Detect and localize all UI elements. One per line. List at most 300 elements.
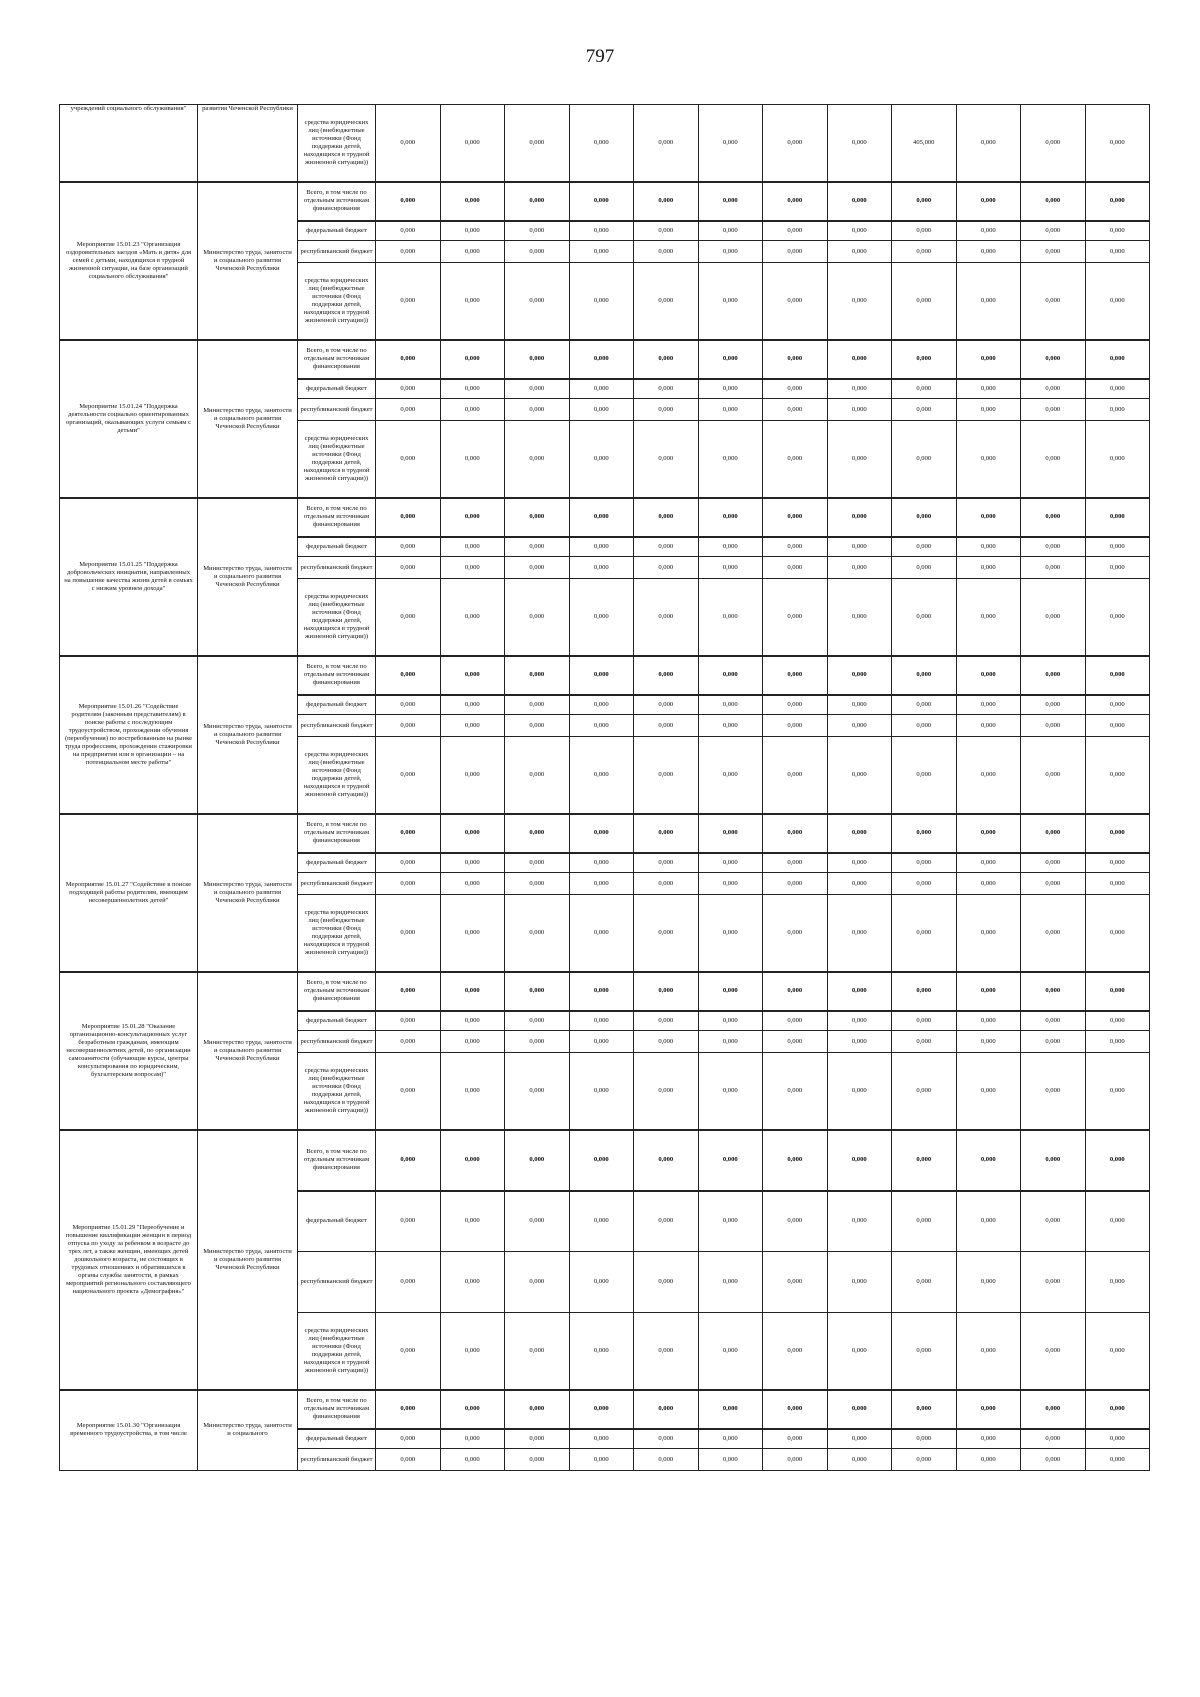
- value-cell: 0,000: [763, 656, 828, 695]
- value-cell: 0,000: [376, 1390, 441, 1429]
- value-cell: 0,000: [569, 656, 634, 695]
- value-cell: 0,000: [1021, 263, 1086, 340]
- value-cell: 0,000: [827, 1031, 892, 1053]
- value-cell: 0,000: [1085, 853, 1150, 873]
- value-cell: 0,000: [376, 715, 441, 737]
- funding-source-cell: средства юридических лиц (внебюджетные источники (Фонд поддержки детей, находящихся в трудной жизненной ситуации)): [298, 579, 376, 656]
- value-cell: 0,000: [763, 1191, 828, 1252]
- value-cell: 0,000: [827, 263, 892, 340]
- funding-source-cell: республиканский бюджет: [298, 399, 376, 421]
- executor-cell: Министерство труда, занятости и социального развития Чеченской Республики: [198, 340, 298, 498]
- value-cell: 0,000: [698, 1390, 763, 1429]
- executor-cell: Министерство труда, занятости и социального развития Чеченской Республики: [198, 1130, 298, 1390]
- value-cell: 0,000: [634, 853, 699, 873]
- funding-source-cell: Всего, в том числе по отдельным источникам финансирования: [298, 1130, 376, 1191]
- value-cell: 0,000: [376, 853, 441, 873]
- measure-cell: учреждений социального обслуживания": [60, 105, 198, 182]
- value-cell: 0,000: [763, 1130, 828, 1191]
- value-cell: 0,000: [892, 1390, 957, 1429]
- value-cell: 0,000: [440, 1390, 505, 1429]
- value-cell: 0,000: [634, 1429, 699, 1449]
- value-cell: 0,000: [1085, 557, 1150, 579]
- funding-source-cell: федеральный бюджет: [298, 1011, 376, 1031]
- value-cell: 0,000: [1085, 379, 1150, 399]
- value-cell: 0,000: [569, 1053, 634, 1130]
- value-cell: 0,000: [505, 379, 570, 399]
- value-cell: 0,000: [1021, 241, 1086, 263]
- value-cell: 0,000: [892, 873, 957, 895]
- table-row: [60, 182, 1150, 221]
- value-cell: 0,000: [763, 241, 828, 263]
- value-cell: 0,000: [827, 241, 892, 263]
- value-cell: 0,000: [440, 241, 505, 263]
- value-cell: 0,000: [763, 1390, 828, 1429]
- value-cell: 0,000: [892, 1130, 957, 1191]
- page-number: 797: [585, 46, 615, 67]
- value-cell: 0,000: [569, 972, 634, 1011]
- value-cell: 0,000: [569, 853, 634, 873]
- executor-cell: Министерство труда, занятости и социального: [198, 1390, 298, 1471]
- value-cell: 0,000: [1021, 1449, 1086, 1471]
- value-cell: 0,000: [634, 537, 699, 557]
- value-cell: 0,000: [634, 972, 699, 1011]
- value-cell: 0,000: [1085, 715, 1150, 737]
- value-cell: 0,000: [956, 421, 1021, 498]
- value-cell: 0,000: [698, 399, 763, 421]
- value-cell: 0,000: [763, 1429, 828, 1449]
- value-cell: 0,000: [440, 1429, 505, 1449]
- value-cell: 0,000: [505, 1390, 570, 1429]
- value-cell: 0,000: [634, 579, 699, 656]
- value-cell: 0,000: [569, 182, 634, 221]
- value-cell: 0,000: [569, 895, 634, 972]
- value-cell: 0,000: [698, 498, 763, 537]
- value-cell: 0,000: [698, 1429, 763, 1449]
- value-cell: 0,000: [698, 1191, 763, 1252]
- value-cell: 0,000: [505, 1449, 570, 1471]
- value-cell: 0,000: [376, 1031, 441, 1053]
- value-cell: 0,000: [376, 972, 441, 1011]
- value-cell: 0,000: [956, 972, 1021, 1011]
- value-cell: 0,000: [440, 263, 505, 340]
- funding-source-cell: средства юридических лиц (внебюджетные источники (Фонд поддержки детей, находящихся в трудной жизненной ситуации)): [298, 1053, 376, 1130]
- value-cell: 0,000: [763, 972, 828, 1011]
- value-cell: 0,000: [634, 1449, 699, 1471]
- value-cell: 0,000: [569, 399, 634, 421]
- value-cell: 0,000: [440, 105, 505, 182]
- value-cell: 0,000: [698, 241, 763, 263]
- value-cell: 0,000: [827, 399, 892, 421]
- value-cell: 0,000: [376, 379, 441, 399]
- value-cell: 0,000: [956, 557, 1021, 579]
- value-cell: 0,000: [1085, 498, 1150, 537]
- value-cell: 0,000: [440, 1011, 505, 1031]
- value-cell: 0,000: [892, 814, 957, 853]
- value-cell: 0,000: [505, 579, 570, 656]
- value-cell: 0,000: [569, 579, 634, 656]
- value-cell: 0,000: [1085, 814, 1150, 853]
- value-cell: 0,000: [505, 1053, 570, 1130]
- value-cell: 0,000: [698, 379, 763, 399]
- value-cell: 0,000: [1085, 1252, 1150, 1313]
- value-cell: 0,000: [634, 105, 699, 182]
- value-cell: 0,000: [698, 853, 763, 873]
- value-cell: 0,000: [827, 421, 892, 498]
- value-cell: 0,000: [505, 853, 570, 873]
- value-cell: 0,000: [892, 241, 957, 263]
- value-cell: 0,000: [376, 340, 441, 379]
- value-cell: 0,000: [376, 182, 441, 221]
- value-cell: 0,000: [698, 695, 763, 715]
- value-cell: 0,000: [763, 1252, 828, 1313]
- funding-table: [59, 104, 1150, 1471]
- value-cell: 0,000: [569, 1429, 634, 1449]
- value-cell: 0,000: [763, 182, 828, 221]
- value-cell: 0,000: [1021, 579, 1086, 656]
- value-cell: 0,000: [698, 715, 763, 737]
- value-cell: 0,000: [1085, 737, 1150, 814]
- value-cell: 0,000: [505, 873, 570, 895]
- value-cell: 0,000: [827, 1053, 892, 1130]
- value-cell: 0,000: [892, 1011, 957, 1031]
- value-cell: 0,000: [1021, 1252, 1086, 1313]
- value-cell: 405,000: [892, 105, 957, 182]
- value-cell: 0,000: [569, 1130, 634, 1191]
- value-cell: 0,000: [634, 1031, 699, 1053]
- value-cell: 0,000: [505, 340, 570, 379]
- value-cell: 0,000: [1085, 182, 1150, 221]
- value-cell: 0,000: [956, 221, 1021, 241]
- value-cell: 0,000: [892, 972, 957, 1011]
- value-cell: 0,000: [1021, 1053, 1086, 1130]
- value-cell: 0,000: [1021, 853, 1086, 873]
- value-cell: 0,000: [763, 221, 828, 241]
- value-cell: 0,000: [827, 579, 892, 656]
- value-cell: 0,000: [376, 1130, 441, 1191]
- measure-title-cell: Мероприятие 15.01.24 "Поддержка деятельности социально ориентированных организаций, оказывающих услуги семьям с детьми": [60, 340, 198, 498]
- value-cell: 0,000: [1021, 421, 1086, 498]
- value-cell: 0,000: [1021, 972, 1086, 1011]
- value-cell: 0,000: [827, 1313, 892, 1390]
- value-cell: 0,000: [634, 557, 699, 579]
- value-cell: 0,000: [892, 498, 957, 537]
- value-cell: 0,000: [827, 695, 892, 715]
- value-cell: 0,000: [763, 1031, 828, 1053]
- value-cell: 0,000: [827, 656, 892, 695]
- value-cell: 0,000: [376, 105, 441, 182]
- value-cell: 0,000: [698, 421, 763, 498]
- value-cell: 0,000: [1085, 656, 1150, 695]
- value-cell: 0,000: [956, 1053, 1021, 1130]
- value-cell: 0,000: [956, 1191, 1021, 1252]
- value-cell: 0,000: [698, 340, 763, 379]
- value-cell: 0,000: [827, 557, 892, 579]
- value-cell: 0,000: [376, 221, 441, 241]
- value-cell: 0,000: [956, 695, 1021, 715]
- value-cell: 0,000: [376, 1449, 441, 1471]
- executor-cell: Министерство труда, занятости и социального развития Чеченской Республики: [198, 972, 298, 1130]
- value-cell: 0,000: [698, 557, 763, 579]
- measure-title-cell: Мероприятие 15.01.27 "Содействие в поиске подходящей работы родителям, имеющим несовершеннолетних детей": [60, 814, 198, 972]
- value-cell: 0,000: [376, 1429, 441, 1449]
- value-cell: 0,000: [505, 105, 570, 182]
- value-cell: 0,000: [1085, 579, 1150, 656]
- value-cell: 0,000: [1021, 1191, 1086, 1252]
- value-cell: 0,000: [505, 814, 570, 853]
- funding-source-cell: Всего, в том числе по отдельным источникам финансирования: [298, 498, 376, 537]
- value-cell: 0,000: [763, 853, 828, 873]
- value-cell: 0,000: [376, 1191, 441, 1252]
- value-cell: 0,000: [376, 498, 441, 537]
- value-cell: 0,000: [505, 182, 570, 221]
- value-cell: 0,000: [892, 1252, 957, 1313]
- value-cell: 0,000: [892, 1191, 957, 1252]
- value-cell: 0,000: [1085, 105, 1150, 182]
- value-cell: 0,000: [892, 715, 957, 737]
- value-cell: 0,000: [827, 105, 892, 182]
- value-cell: 0,000: [376, 399, 441, 421]
- value-cell: 0,000: [569, 873, 634, 895]
- value-cell: 0,000: [763, 1053, 828, 1130]
- value-cell: 0,000: [634, 421, 699, 498]
- measure-title-cell: Мероприятие 15.01.30 "Организация временного трудоустройства, в том числе: [60, 1390, 198, 1471]
- funding-source-cell: республиканский бюджет: [298, 241, 376, 263]
- value-cell: 0,000: [440, 1252, 505, 1313]
- funding-source-cell: федеральный бюджет: [298, 221, 376, 241]
- value-cell: 0,000: [634, 1313, 699, 1390]
- value-cell: 0,000: [1085, 873, 1150, 895]
- value-cell: 0,000: [1021, 715, 1086, 737]
- value-cell: 0,000: [1021, 1429, 1086, 1449]
- value-cell: 0,000: [956, 715, 1021, 737]
- value-cell: 0,000: [956, 1390, 1021, 1429]
- table-row: [60, 105, 1150, 182]
- value-cell: 0,000: [763, 498, 828, 537]
- value-cell: 0,000: [827, 972, 892, 1011]
- value-cell: 0,000: [892, 399, 957, 421]
- value-cell: 0,000: [892, 737, 957, 814]
- measure-title-cell: Мероприятие 15.01.26 "Содействие родителям (законным представителям) в поиске работы с последующим трудоустройством, прохождении обучения (переобучения) по востребованным на рынке труда профессиям, прохождении стажировки на предприятии или в организации – на потенциальном месте работы": [60, 656, 198, 814]
- value-cell: 0,000: [956, 263, 1021, 340]
- value-cell: 0,000: [634, 221, 699, 241]
- value-cell: 0,000: [1085, 1390, 1150, 1429]
- value-cell: 0,000: [569, 557, 634, 579]
- funding-source-cell: средства юридических лиц (внебюджетные источники (Фонд поддержки детей, находящихся в трудной жизненной ситуации)): [298, 895, 376, 972]
- value-cell: 0,000: [698, 873, 763, 895]
- value-cell: 0,000: [376, 263, 441, 340]
- value-cell: 0,000: [376, 895, 441, 972]
- value-cell: 0,000: [505, 695, 570, 715]
- value-cell: 0,000: [956, 1130, 1021, 1191]
- value-cell: 0,000: [763, 340, 828, 379]
- funding-source-cell: средства юридических лиц (внебюджетные источники (Фонд поддержки детей, находящихся в трудной жизненной ситуации)): [298, 421, 376, 498]
- value-cell: 0,000: [892, 1313, 957, 1390]
- value-cell: 0,000: [376, 579, 441, 656]
- value-cell: 0,000: [698, 1053, 763, 1130]
- value-cell: 0,000: [827, 1429, 892, 1449]
- value-cell: 0,000: [634, 1130, 699, 1191]
- value-cell: 0,000: [1085, 421, 1150, 498]
- funding-source-cell: республиканский бюджет: [298, 557, 376, 579]
- value-cell: 0,000: [1085, 1429, 1150, 1449]
- value-cell: 0,000: [569, 1313, 634, 1390]
- value-cell: 0,000: [1021, 656, 1086, 695]
- table-row: [60, 340, 1150, 379]
- value-cell: 0,000: [569, 814, 634, 853]
- value-cell: 0,000: [827, 537, 892, 557]
- value-cell: 0,000: [698, 105, 763, 182]
- value-cell: 0,000: [892, 221, 957, 241]
- value-cell: 0,000: [1021, 1313, 1086, 1390]
- value-cell: 0,000: [763, 105, 828, 182]
- table-row: [60, 656, 1150, 695]
- value-cell: 0,000: [698, 656, 763, 695]
- value-cell: 0,000: [827, 853, 892, 873]
- value-cell: 0,000: [505, 1031, 570, 1053]
- value-cell: 0,000: [634, 737, 699, 814]
- value-cell: 0,000: [505, 537, 570, 557]
- funding-source-cell: федеральный бюджет: [298, 695, 376, 715]
- value-cell: 0,000: [440, 695, 505, 715]
- value-cell: 0,000: [698, 1130, 763, 1191]
- table-row: [60, 1390, 1150, 1429]
- value-cell: 0,000: [569, 1390, 634, 1429]
- value-cell: 0,000: [440, 340, 505, 379]
- value-cell: 0,000: [440, 1130, 505, 1191]
- executor-cell: Министерство труда, занятости и социального развития Чеченской Республики: [198, 656, 298, 814]
- funding-source-cell: федеральный бюджет: [298, 1429, 376, 1449]
- value-cell: 0,000: [440, 737, 505, 814]
- value-cell: 0,000: [634, 895, 699, 972]
- measure-title-cell: Мероприятие 15.01.29 "Переобучение и повышение квалификации женщин в период отпуска по уходу за ребенком в возрасте до трех лет, а также женщин, имеющих детей дошкольного возраста, не состоящих в трудовых отношениях и обратившихся в органы службы занятости, в рамках мероприятий регионального составляющего национального проекта «Демография»": [60, 1130, 198, 1390]
- value-cell: 0,000: [892, 1449, 957, 1471]
- value-cell: 0,000: [763, 1313, 828, 1390]
- value-cell: 0,000: [956, 814, 1021, 853]
- funding-source-cell: республиканский бюджет: [298, 1449, 376, 1471]
- value-cell: 0,000: [827, 1191, 892, 1252]
- value-cell: 0,000: [892, 182, 957, 221]
- value-cell: 0,000: [698, 972, 763, 1011]
- value-cell: 0,000: [569, 1449, 634, 1471]
- value-cell: 0,000: [505, 1191, 570, 1252]
- value-cell: 0,000: [505, 241, 570, 263]
- value-cell: 0,000: [569, 737, 634, 814]
- value-cell: 0,000: [569, 1252, 634, 1313]
- value-cell: 0,000: [1021, 1130, 1086, 1191]
- value-cell: 0,000: [956, 399, 1021, 421]
- value-cell: 0,000: [505, 263, 570, 340]
- value-cell: 0,000: [376, 557, 441, 579]
- value-cell: 0,000: [505, 421, 570, 498]
- table-row: [60, 972, 1150, 1011]
- value-cell: 0,000: [505, 498, 570, 537]
- funding-source-cell: Всего, в том числе по отдельным источникам финансирования: [298, 656, 376, 695]
- value-cell: 0,000: [763, 737, 828, 814]
- value-cell: 0,000: [827, 873, 892, 895]
- value-cell: 0,000: [763, 1449, 828, 1471]
- value-cell: 0,000: [698, 1449, 763, 1471]
- value-cell: 0,000: [892, 695, 957, 715]
- value-cell: 0,000: [569, 340, 634, 379]
- value-cell: 0,000: [698, 1252, 763, 1313]
- value-cell: 0,000: [763, 557, 828, 579]
- value-cell: 0,000: [569, 1011, 634, 1031]
- value-cell: 0,000: [376, 737, 441, 814]
- value-cell: 0,000: [634, 340, 699, 379]
- value-cell: 0,000: [1021, 814, 1086, 853]
- value-cell: 0,000: [505, 221, 570, 241]
- value-cell: 0,000: [1021, 1390, 1086, 1429]
- value-cell: 0,000: [569, 1191, 634, 1252]
- funding-source-cell: федеральный бюджет: [298, 1191, 376, 1252]
- value-cell: 0,000: [827, 1449, 892, 1471]
- value-cell: 0,000: [634, 182, 699, 221]
- value-cell: 0,000: [1085, 241, 1150, 263]
- value-cell: 0,000: [1021, 537, 1086, 557]
- value-cell: 0,000: [1085, 972, 1150, 1011]
- value-cell: 0,000: [440, 421, 505, 498]
- value-cell: 0,000: [440, 715, 505, 737]
- value-cell: 0,000: [827, 379, 892, 399]
- value-cell: 0,000: [956, 537, 1021, 557]
- value-cell: 0,000: [634, 263, 699, 340]
- measure-title-cell: Мероприятие 15.01.28 "Оказание организационно-консультационных услуг безработным гражданам, имеющим несовершеннолетних детей, по организации самозанятости (обучающие курсы, центры консультирования по юридическим, бухгалтерским вопросам)": [60, 972, 198, 1130]
- value-cell: 0,000: [1085, 1191, 1150, 1252]
- value-cell: 0,000: [440, 1449, 505, 1471]
- value-cell: 0,000: [763, 695, 828, 715]
- value-cell: 0,000: [698, 537, 763, 557]
- value-cell: 0,000: [1085, 221, 1150, 241]
- value-cell: 0,000: [892, 537, 957, 557]
- value-cell: 0,000: [1085, 1313, 1150, 1390]
- value-cell: 0,000: [376, 241, 441, 263]
- value-cell: 0,000: [440, 537, 505, 557]
- value-cell: 0,000: [1085, 1130, 1150, 1191]
- value-cell: 0,000: [956, 737, 1021, 814]
- value-cell: 0,000: [634, 399, 699, 421]
- value-cell: 0,000: [1021, 399, 1086, 421]
- value-cell: 0,000: [440, 557, 505, 579]
- value-cell: 0,000: [827, 737, 892, 814]
- funding-source-cell: Всего, в том числе по отдельным источникам финансирования: [298, 340, 376, 379]
- value-cell: 0,000: [698, 221, 763, 241]
- value-cell: 0,000: [440, 1031, 505, 1053]
- value-cell: 0,000: [698, 1031, 763, 1053]
- value-cell: 0,000: [1021, 379, 1086, 399]
- value-cell: 0,000: [763, 1011, 828, 1031]
- value-cell: 0,000: [569, 498, 634, 537]
- value-cell: 0,000: [634, 379, 699, 399]
- value-cell: 0,000: [763, 579, 828, 656]
- value-cell: 0,000: [569, 537, 634, 557]
- executor-cell: Министерство труда, занятости и социального развития Чеченской Республики: [198, 182, 298, 340]
- table-row: [60, 814, 1150, 853]
- funding-source-cell: республиканский бюджет: [298, 1031, 376, 1053]
- value-cell: 0,000: [698, 1313, 763, 1390]
- value-cell: 0,000: [634, 814, 699, 853]
- funding-source-cell: Всего, в том числе по отдельным источникам финансирования: [298, 972, 376, 1011]
- value-cell: 0,000: [1021, 895, 1086, 972]
- value-cell: 0,000: [1085, 1011, 1150, 1031]
- value-cell: 0,000: [892, 1429, 957, 1449]
- value-cell: 0,000: [505, 557, 570, 579]
- value-cell: 0,000: [956, 1011, 1021, 1031]
- value-cell: 0,000: [440, 379, 505, 399]
- value-cell: 0,000: [827, 498, 892, 537]
- value-cell: 0,000: [505, 1313, 570, 1390]
- value-cell: 0,000: [1085, 537, 1150, 557]
- value-cell: 0,000: [763, 873, 828, 895]
